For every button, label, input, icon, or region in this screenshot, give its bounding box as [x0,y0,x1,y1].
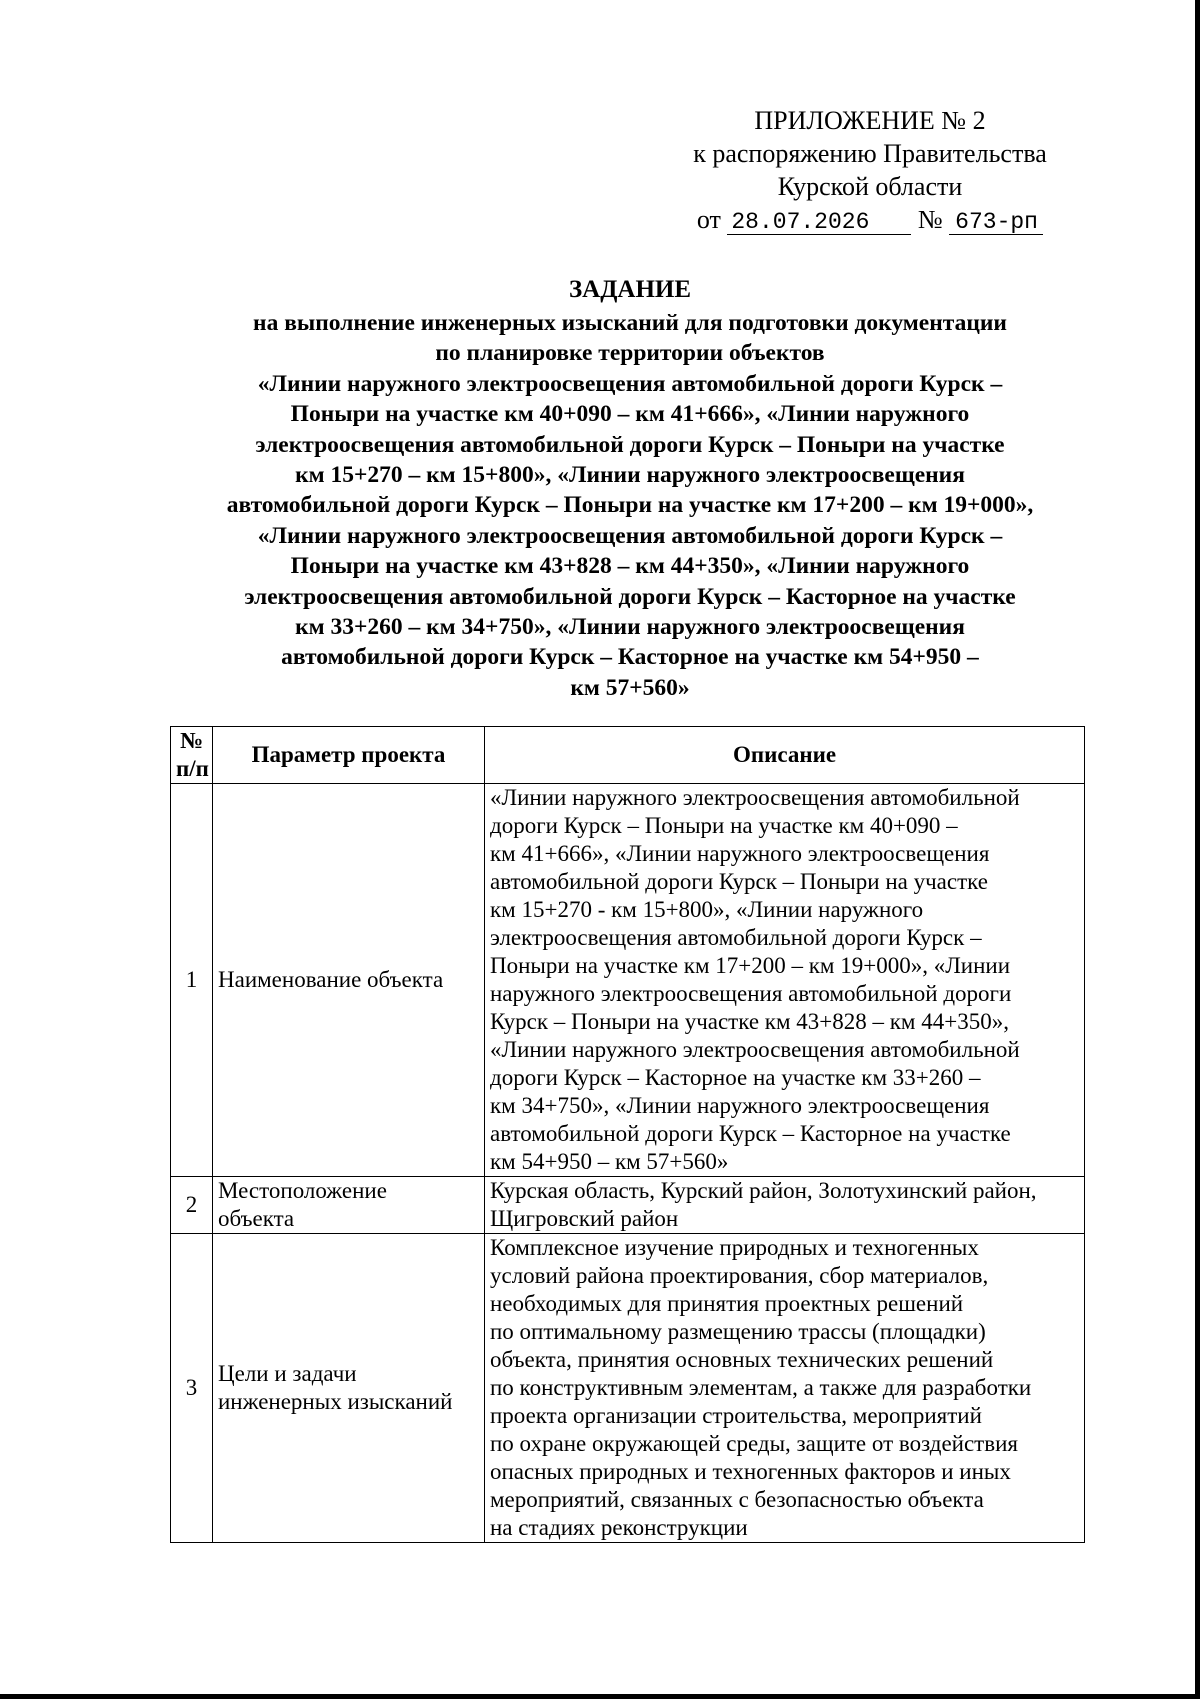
task-title-line: автомобильной дороги Курск – Касторное на участке км 54+950 – [281,644,979,671]
task-title-block [120,272,1140,703]
task-title-line: по планировке территории объектов [435,340,825,367]
header-parameter: Параметр проекта [213,727,485,784]
project-parameters-table [170,726,1085,1543]
appendix-header [640,104,1100,236]
task-heading: ЗАДАНИЕ [568,276,692,303]
header-description: Описание [485,727,1085,784]
row-description: Курская область, Курский район, Золотухинский район, Щигровский район [485,1177,1085,1234]
number-prefix: № [917,205,943,234]
task-title-line: Поныри на участке км 43+828 – км 44+350», «Линии наружного [290,553,970,580]
page-edge [0,1694,1200,1699]
table-header-row [171,727,1085,784]
task-title-line: Поныри на участке км 40+090 – км 41+666», «Линии наружного [290,401,970,428]
row-parameter: Наименование объекта [213,784,485,1177]
row-description: Комплексное изучение природных и техногенных условий района проектирования, сбор материалов, необходимых для принятия проектных решений по оптимальному размещению трассы (площадки) объекта, принятия основных технических решений по конструктивным элементам, а также для разработки проекта организации строительства, мероприятий по охране окружающей среды, защите от воздействия опасных природных и техногенных факторов и иных мероприятий, связанных с безопасностью объекта на стадиях реконструкции [485,1234,1085,1543]
task-title-line: на выполнение инженерных изысканий для подготовки документации [253,310,1007,336]
table-row [171,784,1085,1177]
appendix-line: Курской области [777,172,963,201]
task-title-line: электроосвещения автомобильной дороги Курск – Касторное на участке [244,583,1016,610]
decree-date: 28.07.2026 [727,210,911,235]
table-row [171,1234,1085,1543]
task-title-line: автомобильной дороги Курск – Поныри на участке км 17+200 – км 19+000», [226,492,1034,519]
header-number: № п/п [171,727,213,784]
row-description: «Линии наружного электроосвещения автомобильной дороги Курск – Поныри на участке км 40+090 – км 41+666», «Линии наружного электроосвещения автомобильной дороги Курск – Поныри на участке км 15+270 - км 15+800», «Линии наружного электроосвещения автомобильной дороги Курск – Поныри на участке км 17+200 – км 19+000», «Линии наружного электроосвещения автомобильной дороги Курск – Поныри на участке км 43+828 – км 44+350», «Линии наружного электроосвещения автомобильной дороги Курск – Касторное на участке км 33+260 – км 34+750», «Линии наружного электроосвещения автомобильной дороги Курск – Касторное на участке км 54+950 – км 57+560» [485,784,1085,1177]
row-number: 3 [171,1234,213,1543]
decree-number: 673-рп [949,210,1043,235]
row-parameter: Цели и задачи инженерных изысканий [213,1234,485,1543]
row-number: 1 [171,784,213,1177]
table-row [171,1177,1085,1234]
page-edge [1195,0,1200,1699]
task-title-line: «Линии наружного электроосвещения автомобильной дороги Курск – [257,522,1003,549]
date-prefix: от [696,205,721,234]
task-title-line: электроосвещения автомобильной дороги Курск – Поныри на участке [255,431,1005,458]
task-title-line: км 57+560» [570,674,690,701]
task-title-line: «Линии наружного электроосвещения автомобильной дороги Курск – [257,370,1003,397]
appendix-line: к распоряжению Правительства [693,139,1047,168]
task-title-line: км 15+270 – км 15+800», «Линии наружного электроосвещения [295,462,965,489]
row-number: 2 [171,1177,213,1234]
task-title-line: км 33+260 – км 34+750», «Линии наружного электроосвещения [295,614,965,641]
appendix-date-line [640,203,1100,236]
appendix-title: ПРИЛОЖЕНИЕ № 2 [754,106,986,135]
row-parameter: Местоположение объекта [213,1177,485,1234]
